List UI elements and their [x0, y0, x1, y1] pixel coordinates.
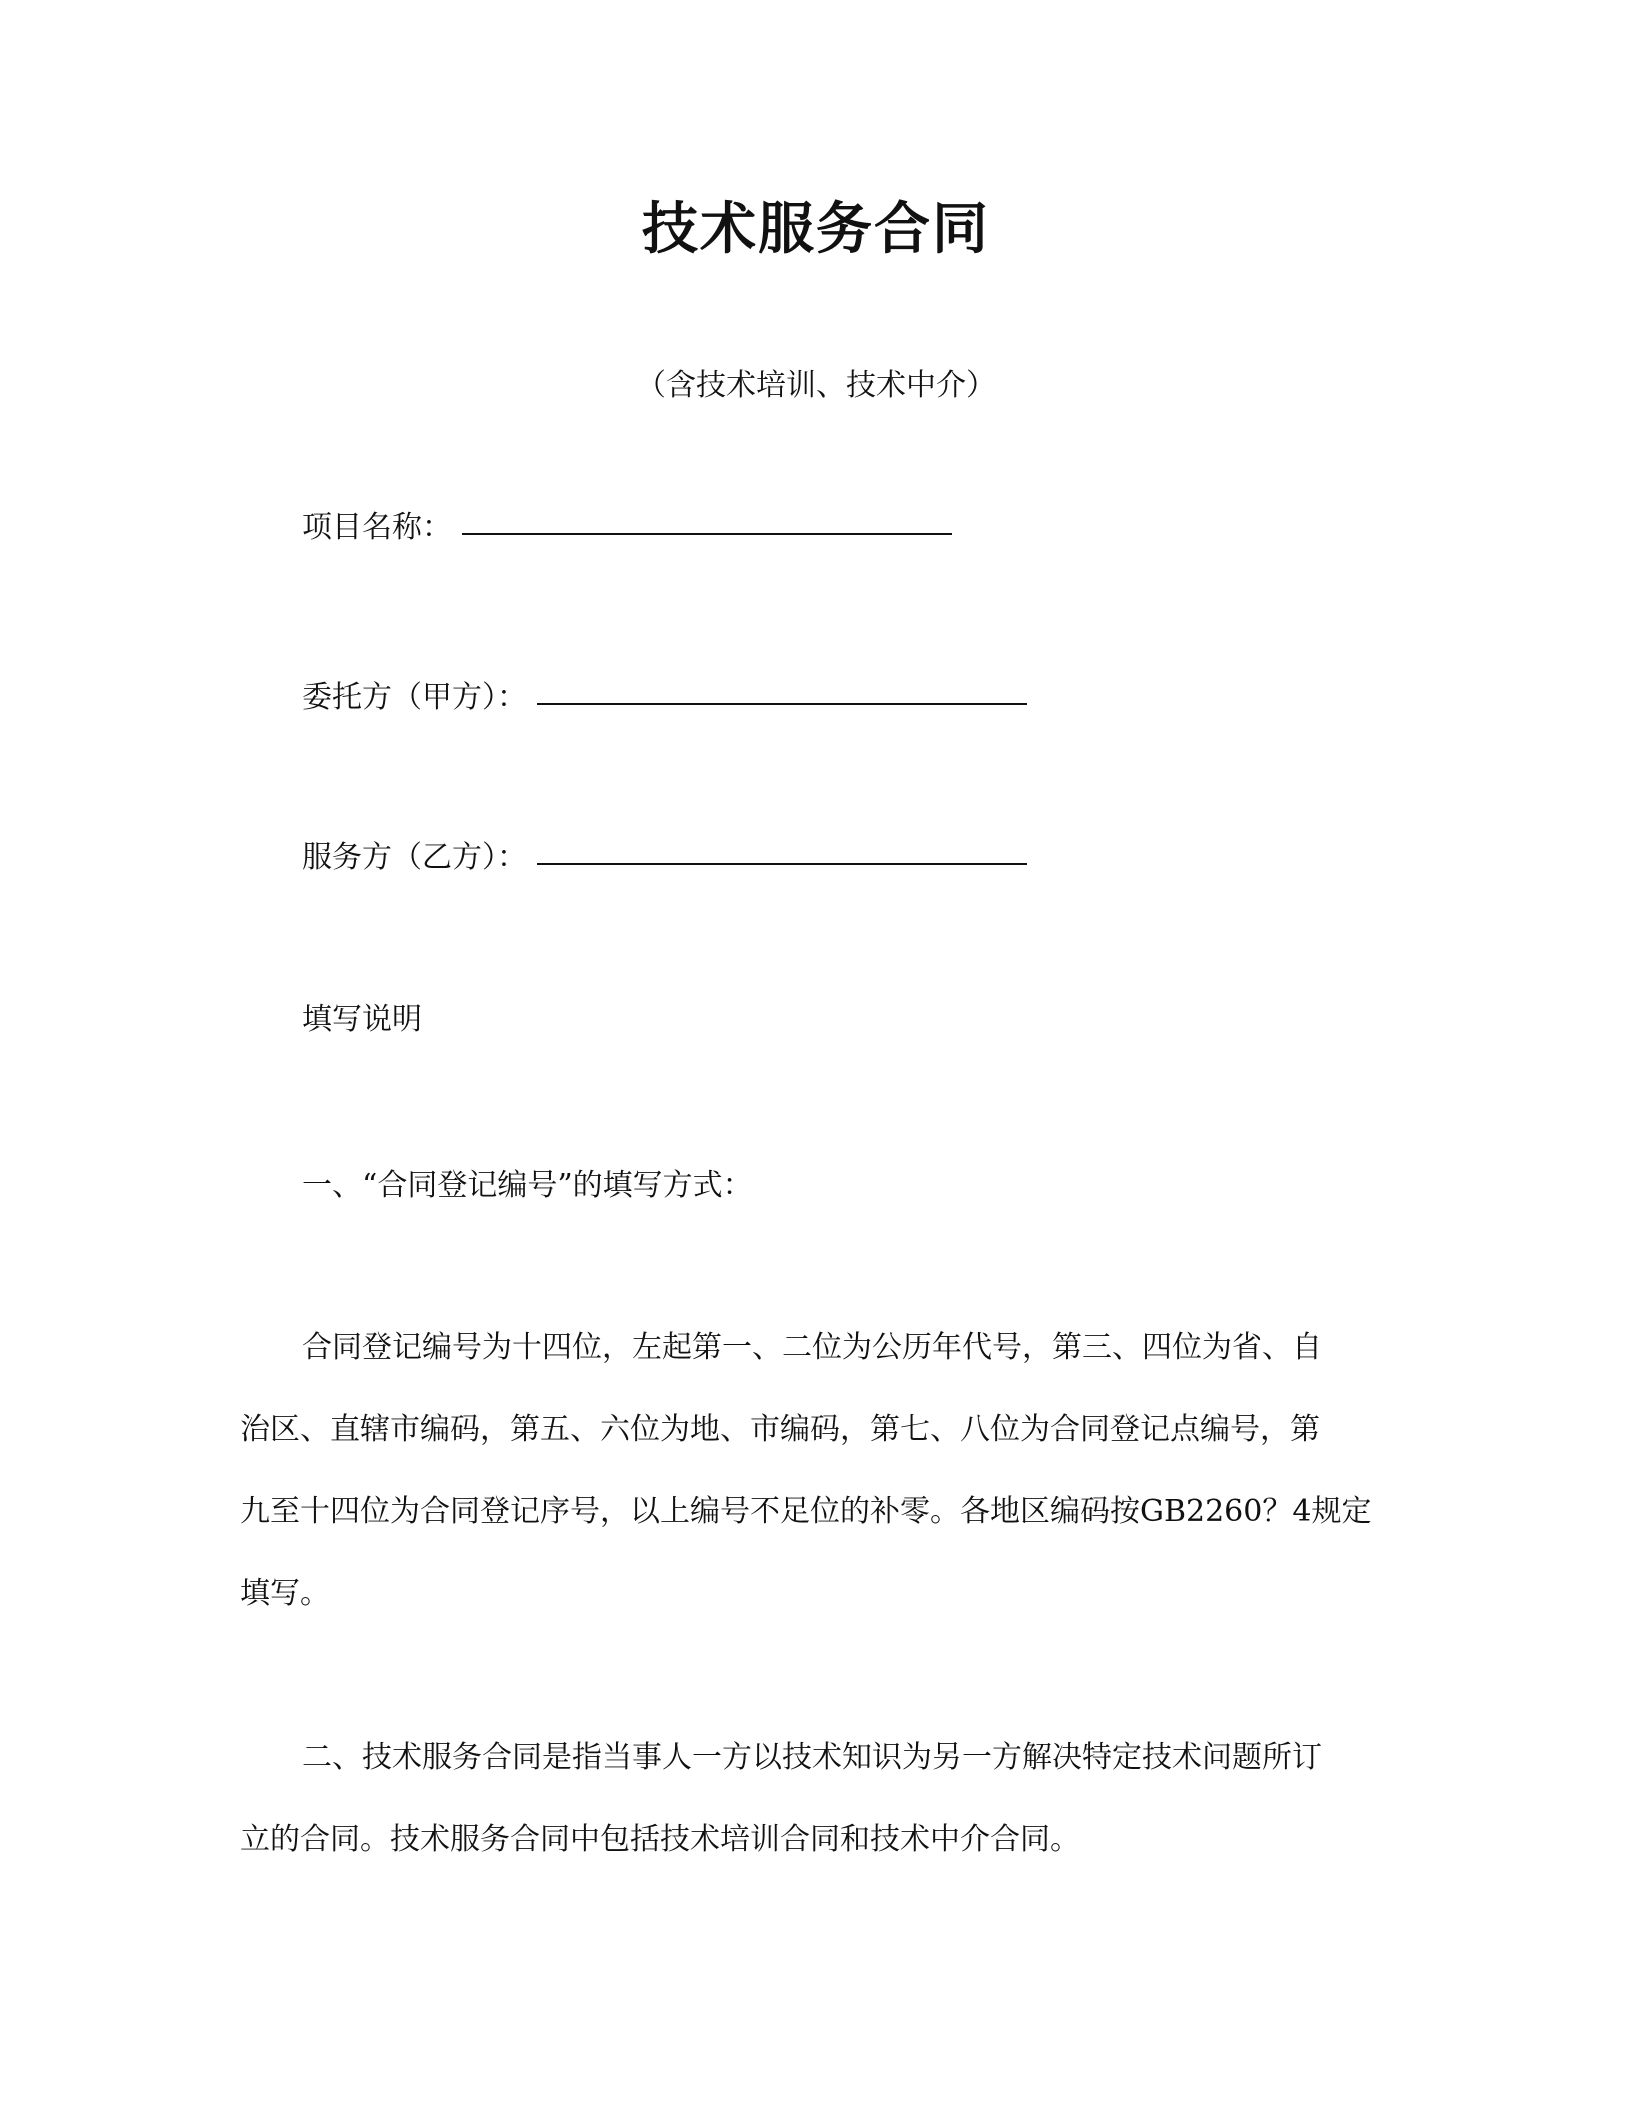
section1-line: 填写。 — [240, 1576, 330, 1611]
section1-line: 合同登记编号为十四位，左起第一、二位为公历年代号，第三、四位为省、自 — [302, 1330, 1322, 1365]
service-provider-blank[interactable] — [537, 863, 1027, 865]
section1-line: 九至十四位为合同登记序号，以上编号不足位的补零。各地区编码按GB2260？4规定 — [240, 1494, 1372, 1529]
section1-line: 治区、直辖市编码，第五、六位为地、市编码，第七、八位为合同登记点编号，第 — [240, 1412, 1320, 1447]
project-name-field — [302, 506, 952, 550]
project-name-blank[interactable] — [462, 533, 952, 535]
project-name-label: 项目名称： — [302, 510, 452, 545]
section1-heading: 一、“合同登记编号”的填写方式： — [302, 1168, 753, 1203]
section2-line: 立的合同。技术服务合同中包括技术培训合同和技术中介合同。 — [240, 1822, 1080, 1857]
document-title: 技术服务合同 — [642, 197, 990, 262]
client-label: 委托方（甲方）： — [302, 680, 527, 715]
section2-line: 二、技术服务合同是指当事人一方以技术知识为另一方解决特定技术问题所订 — [302, 1740, 1322, 1775]
instructions-heading: 填写说明 — [302, 1002, 422, 1037]
client-blank[interactable] — [537, 703, 1027, 705]
service-provider-field — [302, 836, 1027, 880]
client-field — [302, 676, 1027, 720]
document-subtitle: （含技术培训、技术中介） — [636, 368, 996, 403]
service-provider-label: 服务方（乙方）： — [302, 840, 527, 875]
